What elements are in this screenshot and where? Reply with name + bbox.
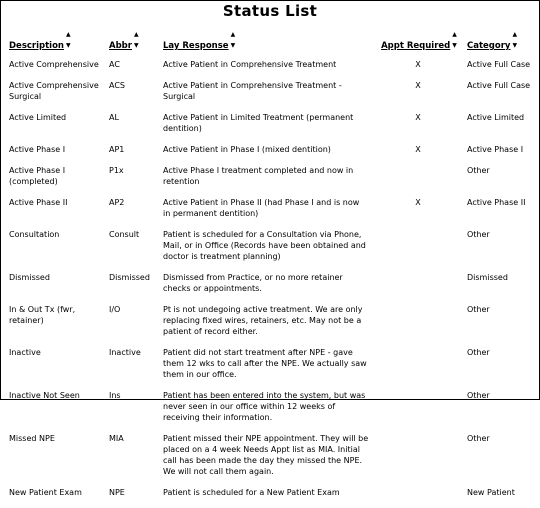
table-row[interactable] [9, 487, 539, 508]
cell-abbr: NPE [109, 488, 125, 497]
cell-lay-response: Dismissed from Practice, or no more retainer checks or appointments. [163, 273, 343, 293]
cell-abbr: Inactive [109, 348, 141, 357]
cell-abbr: Consult [109, 230, 140, 239]
column-header-abbr[interactable] [109, 29, 163, 59]
table-row[interactable] [9, 80, 539, 112]
cell-abbr: MIA [109, 434, 124, 443]
sort-icon[interactable]: ▲ ▼ [133, 31, 139, 49]
cell-category: Other [467, 305, 490, 314]
cell-lay-response: Patient is scheduled for a Consultation via Phone, Mail, or in Office (Records have been obtained and doctor is treatment planning) [163, 230, 366, 261]
column-header-description-label: Description [9, 41, 64, 51]
table-row[interactable] [9, 229, 539, 272]
cell-lay-response: Patient missed their NPE appointment. They will be placed on a 4 week Needs Appt list as MIA. Initial call has been made the day they missed the NPE. We will not call them again. [163, 434, 369, 476]
cell-appt-required [371, 347, 467, 390]
cell-lay-response: Active Patient in Comprehensive Treatment [163, 60, 337, 69]
cell-category: Other [467, 166, 490, 175]
cell-appt-required [371, 272, 467, 304]
table-row[interactable] [9, 433, 539, 487]
table-row[interactable] [9, 347, 539, 390]
cell-description: Active Limited [9, 113, 67, 122]
table-row[interactable] [9, 390, 539, 433]
sort-icon[interactable]: ▲ ▼ [65, 31, 71, 49]
cell-appt-required [371, 390, 467, 433]
cell-abbr: AL [109, 113, 119, 122]
cell-category: Active Limited [467, 113, 525, 122]
cell-appt-required [371, 229, 467, 272]
cell-description: Consultation [9, 230, 60, 239]
cell-category: Other [467, 391, 490, 400]
table-row[interactable] [9, 144, 539, 165]
cell-category: Dismissed [467, 273, 508, 282]
status-table [9, 29, 539, 508]
table-row[interactable] [9, 272, 539, 304]
column-header-lay-response[interactable] [163, 29, 371, 59]
cell-description: Inactive [9, 348, 41, 357]
cell-lay-response: Patient did not start treatment after NPE - gave them 12 wks to call after the NPE. We actually saw them in our office. [163, 348, 367, 379]
cell-appt-required: X [415, 198, 421, 207]
cell-category: Active Phase II [467, 198, 526, 207]
cell-category: Active Phase I [467, 145, 524, 154]
table-row[interactable] [9, 59, 539, 80]
cell-category: New Patient [467, 488, 515, 497]
cell-lay-response: Patient has been entered into the system, but was never seen in our office within 12 weeks of receiving their information. [163, 391, 366, 422]
cell-appt-required: X [415, 145, 421, 154]
cell-lay-response: Active Patient in Phase I (mixed dentition) [163, 145, 331, 154]
column-header-category[interactable] [467, 29, 539, 59]
cell-category: Other [467, 348, 490, 357]
cell-description: Dismissed [9, 273, 50, 282]
column-header-description[interactable] [9, 29, 109, 59]
cell-appt-required: X [415, 113, 421, 122]
cell-lay-response: Active Patient in Phase II (had Phase I and is now in permanent dentition) [163, 198, 360, 218]
table-header-row [9, 29, 539, 59]
cell-description: Active Phase II [9, 198, 68, 207]
table-row[interactable] [9, 165, 539, 197]
cell-abbr: AP1 [109, 145, 125, 154]
cell-appt-required [371, 487, 467, 508]
cell-description: Active Phase I (completed) [9, 166, 66, 186]
cell-abbr: P1x [109, 166, 124, 175]
column-header-lay-response-label: Lay Response [163, 41, 229, 51]
cell-category: Active Full Case [467, 60, 531, 69]
page-title: Status List [222, 2, 318, 20]
cell-description: Active Phase I [9, 145, 66, 154]
cell-lay-response: Active Phase I treatment completed and now in retention [163, 166, 354, 186]
cell-category: Other [467, 230, 490, 239]
column-header-appt-required[interactable] [371, 29, 467, 59]
sort-icon[interactable]: ▲ ▼ [452, 31, 457, 49]
cell-appt-required [371, 165, 467, 197]
cell-abbr: AP2 [109, 198, 125, 207]
cell-description: Active Comprehensive Surgical [9, 81, 99, 101]
cell-description: Missed NPE [9, 434, 55, 443]
column-header-category-label: Category [467, 41, 511, 51]
column-header-abbr-label: Abbr [109, 41, 132, 51]
cell-lay-response: Pt is not undegoing active treatment. We are only replacing fixed wires, retainers, etc. May not be a patient of record either. [163, 305, 363, 336]
sort-icon[interactable]: ▲ ▼ [230, 31, 236, 49]
cell-lay-response: Active Patient in Comprehensive Treatment - Surgical [163, 81, 342, 101]
cell-abbr: I/O [109, 305, 121, 314]
cell-appt-required [371, 304, 467, 347]
table-row[interactable] [9, 197, 539, 229]
cell-category: Other [467, 434, 490, 443]
sort-icon[interactable]: ▲ ▼ [512, 31, 518, 49]
cell-appt-required [371, 433, 467, 487]
cell-lay-response: Active Patient in Limited Treatment (permanent dentition) [163, 113, 354, 133]
table-row[interactable] [9, 304, 539, 347]
cell-description: New Patient Exam [9, 488, 82, 497]
cell-abbr: Dismissed [109, 273, 150, 282]
cell-description: Active Comprehensive [9, 60, 99, 69]
cell-appt-required: X [415, 60, 421, 69]
cell-abbr: Ins [109, 391, 121, 400]
cell-appt-required: X [415, 81, 421, 90]
cell-lay-response: Patient is scheduled for a New Patient Exam [163, 488, 340, 497]
cell-abbr: AC [109, 60, 120, 69]
column-header-appt-required-label: Appt Required [381, 41, 451, 51]
cell-category: Active Full Case [467, 81, 531, 90]
cell-abbr: ACS [109, 81, 125, 90]
cell-description: Inactive Not Seen [9, 391, 80, 400]
cell-description: In & Out Tx (fwr, retainer) [9, 305, 76, 325]
table-row[interactable] [9, 112, 539, 144]
